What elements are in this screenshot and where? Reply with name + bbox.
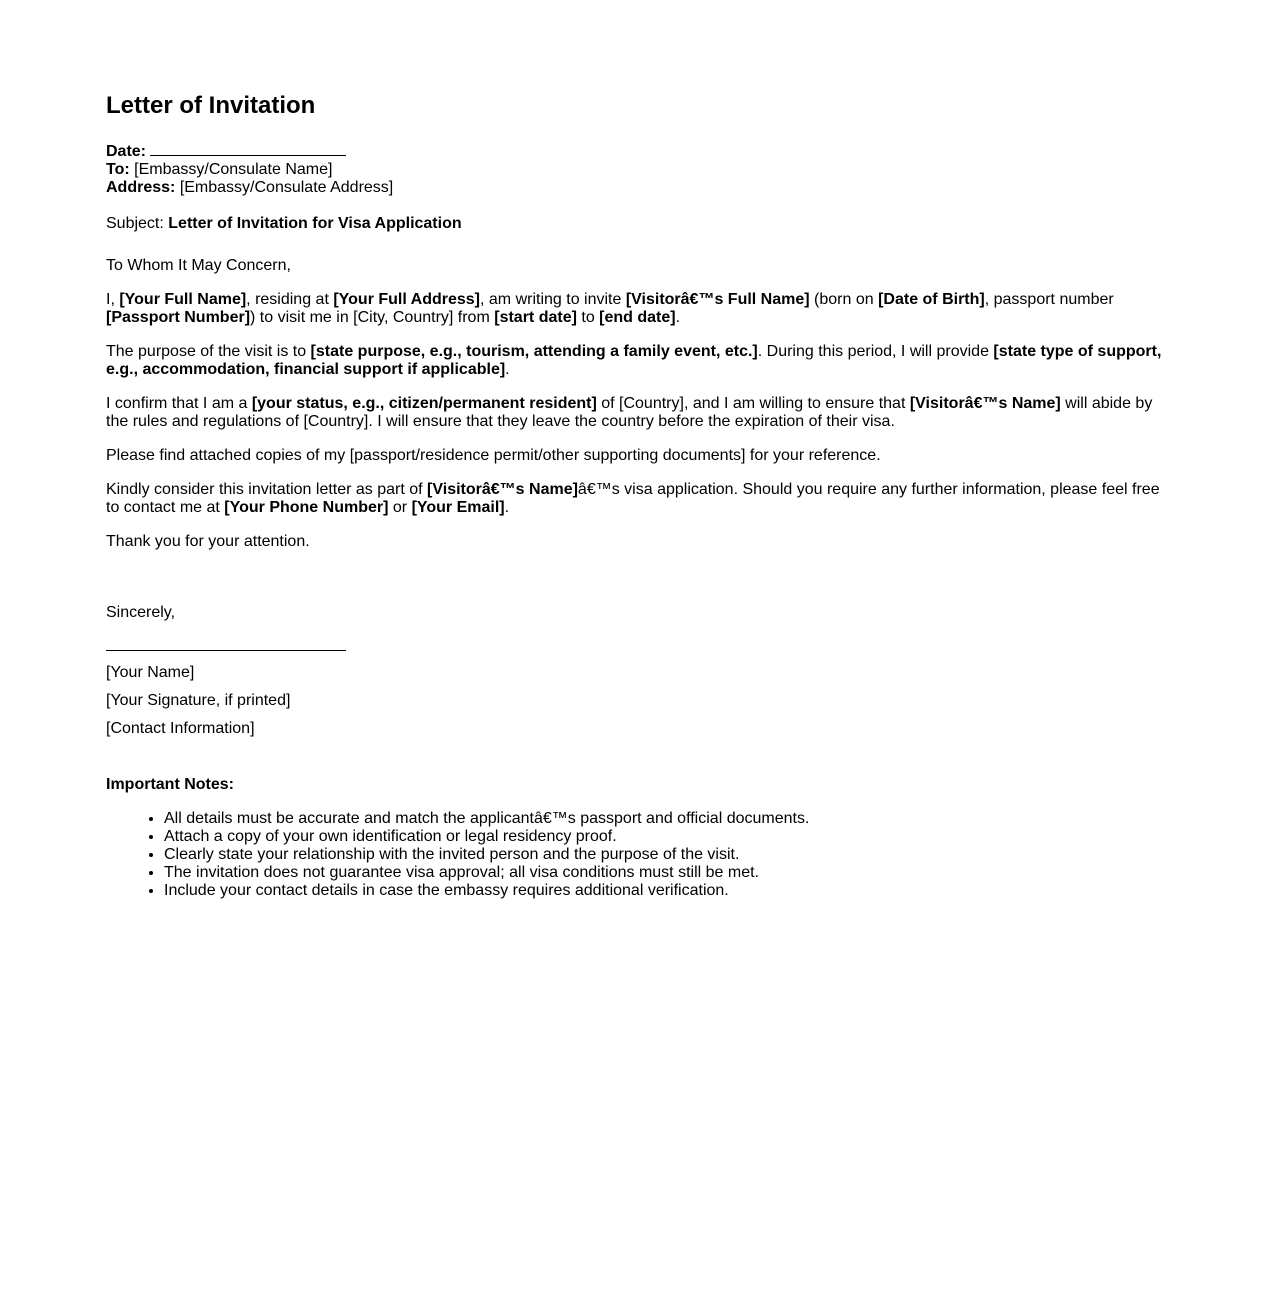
placeholder-support-type: [state type of support, e.g., accommodation, financial support if applicable] (106, 343, 1162, 378)
signature-name: [Your Name] (106, 664, 195, 681)
date-line (106, 140, 1172, 161)
text: , am writing to invite (480, 291, 626, 308)
subject-value: Letter of Invitation for Visa Application (168, 215, 462, 232)
text: â€™s visa application. Should you require any further information, please feel free to contact me at (106, 481, 1160, 516)
placeholder-passport-number: [Passport Number] (106, 309, 251, 326)
list-item: • Clearly state your relationship with the invited person and the purpose of the visit. (164, 846, 1172, 864)
text: . (504, 499, 510, 516)
text: . (675, 309, 681, 326)
paragraph-contact (106, 481, 1172, 517)
text: I confirm that I am a (106, 395, 252, 412)
address-label: Address: (106, 179, 176, 196)
subject-line (106, 215, 1172, 233)
text: will abide by the rules and regulations of [Country]. I will ensure that they leave the country before the expiration of their visa. (106, 395, 1153, 430)
signature-printed: [Your Signature, if printed] (106, 692, 291, 709)
text: , residing at (246, 291, 334, 308)
placeholder-purpose: [state purpose, e.g., tourism, attending a family event, etc.] (310, 343, 758, 360)
date-blank-line (150, 140, 346, 156)
list-item: • All details must be accurate and match the applicantâ€™s passport and official documents. (164, 810, 1172, 828)
list-item: • Attach a copy of your own identification or legal residency proof. (164, 828, 1172, 846)
letter-content (106, 91, 1172, 900)
list-item: • The invitation does not guarantee visa approval; all visa conditions must still be met. (164, 864, 1172, 882)
placeholder-end-date: [end date] (599, 309, 676, 326)
list-item: • Include your contact details in case the embassy requires additional verification. (164, 882, 1172, 900)
placeholder-your-status: [your status, e.g., citizen/permanent resident] (251, 395, 597, 412)
salutation: To Whom It May Concern, (106, 257, 291, 274)
paragraph-confirmation (106, 395, 1172, 431)
paragraph-introduction (106, 291, 1172, 327)
placeholder-visitor-name: [Visitorâ€™s Name] (909, 395, 1061, 412)
placeholder-visitor-name: [Visitorâ€™s Name] (427, 481, 578, 498)
letter-header (106, 140, 1172, 197)
text: I, (106, 291, 120, 308)
paragraph-purpose (106, 343, 1172, 379)
text: or (388, 499, 412, 516)
signature-line (106, 649, 346, 651)
letter-title: Letter of Invitation (106, 92, 316, 119)
placeholder-your-full-address: [Your Full Address] (333, 291, 480, 308)
closing: Sincerely, (106, 604, 176, 621)
notes-title: Important Notes: (106, 776, 234, 793)
notes-list (106, 810, 1172, 900)
text: The purpose of the visit is to (106, 343, 311, 360)
paragraph-attachments: Please find attached copies of my [passport/residence permit/other supporting documents] for your reference. (106, 447, 881, 464)
text: Kindly consider this invitation letter as part of (106, 481, 428, 498)
placeholder-email: [Your Email] (411, 499, 505, 516)
paragraph-thanks: Thank you for your attention. (106, 533, 310, 550)
placeholder-start-date: [start date] (494, 309, 577, 326)
text: to (576, 309, 600, 326)
to-value: [Embassy/Consulate Name] (134, 161, 333, 178)
signature-contact: [Contact Information] (106, 720, 255, 737)
to-label: To: (106, 161, 130, 178)
address-value: [Embassy/Consulate Address] (179, 179, 394, 196)
text: (born on (809, 291, 879, 308)
text: of [Country], and I am willing to ensure that (596, 395, 910, 412)
placeholder-date-of-birth: [Date of Birth] (878, 291, 985, 308)
placeholder-visitor-full-name: [Visitorâ€™s Full Name] (625, 291, 810, 308)
to-line (106, 161, 1172, 179)
text: ) to visit me in [City, Country] from (250, 309, 495, 326)
placeholder-your-full-name: [Your Full Name] (119, 291, 247, 308)
address-line (106, 179, 1172, 197)
date-label: Date: (106, 143, 147, 160)
text: , passport number (984, 291, 1114, 308)
text: . During this period, I will provide (757, 343, 994, 360)
subject-label: Subject: (106, 215, 164, 232)
placeholder-phone-number: [Your Phone Number] (224, 499, 389, 516)
text: . (505, 361, 510, 378)
